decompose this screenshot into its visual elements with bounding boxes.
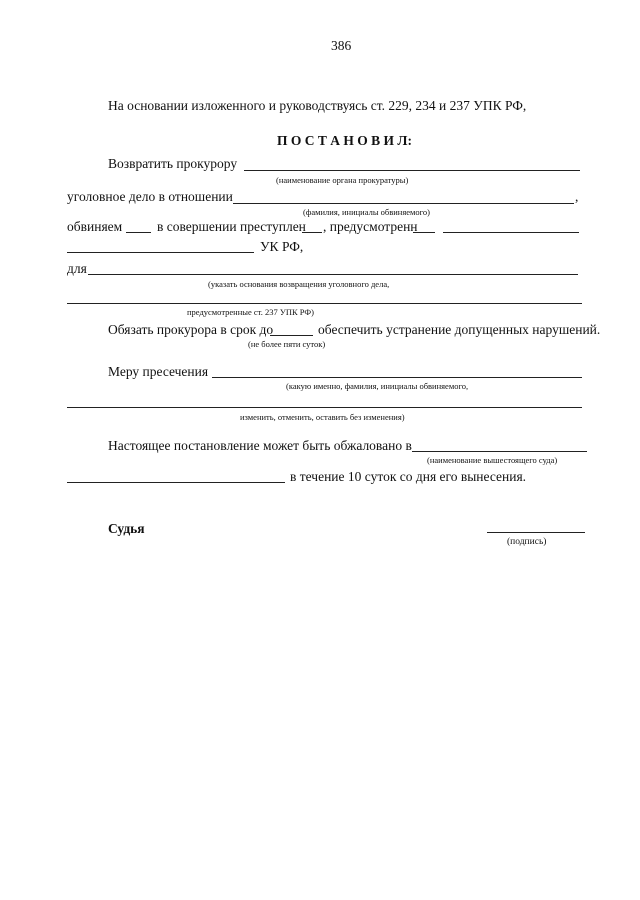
appeal-period-text: в течение 10 суток со дня его вынесения. bbox=[290, 469, 527, 484]
provided-ending-line[interactable] bbox=[413, 232, 435, 233]
measure-field-line-2[interactable] bbox=[67, 407, 582, 408]
return-label: Возвратить прокурору bbox=[108, 156, 238, 171]
grounds-hint-2: предусмотренные ст. 237 УПК РФ) bbox=[187, 307, 314, 317]
higher-court-field-line-2[interactable] bbox=[67, 482, 285, 483]
prosecutor-field-line[interactable] bbox=[244, 170, 580, 171]
accused-name-hint: (фамилия, инициалы обвиняемого) bbox=[303, 207, 431, 217]
page-number: 386 bbox=[331, 38, 352, 53]
appeal-text: Настоящее постановление может быть обжаловано в bbox=[108, 438, 412, 453]
higher-court-hint: (наименование вышестоящего суда) bbox=[427, 455, 558, 465]
oblige-text-1: Обязать прокурора в срок до bbox=[108, 322, 274, 337]
article-field-line[interactable] bbox=[443, 232, 579, 233]
grounds-hint: (указать основания возвращения уголовного дела, bbox=[208, 279, 390, 289]
accused-ending-line[interactable] bbox=[126, 232, 151, 233]
case-label: уголовное дело в отношении bbox=[67, 189, 233, 204]
prosecutor-hint: (наименование органа прокуратуры) bbox=[276, 175, 409, 185]
intro-text: На основании изложенного и руководствуясь ст. 229, 234 и 237 УПК РФ, bbox=[108, 98, 527, 113]
accused-name-field-line[interactable] bbox=[233, 203, 574, 204]
judge-label: Судья bbox=[108, 521, 145, 536]
measure-hint-2: изменить, отменить, оставить без изменения) bbox=[240, 412, 405, 422]
crime-ending-line[interactable] bbox=[302, 232, 322, 233]
measure-field-line[interactable] bbox=[212, 377, 582, 378]
accused-word: обвиняем bbox=[67, 219, 123, 234]
measure-hint: (какую именно, фамилия, инициалы обвиняемого, bbox=[286, 381, 469, 391]
uk-rf-text: УК РФ, bbox=[260, 239, 304, 254]
signature-field-line[interactable] bbox=[487, 532, 585, 533]
grounds-field-line[interactable] bbox=[88, 274, 578, 275]
measure-label: Меру пресечения bbox=[108, 364, 209, 379]
higher-court-field-line[interactable] bbox=[412, 451, 587, 452]
case-comma: , bbox=[575, 189, 579, 204]
for-label: для bbox=[67, 261, 87, 276]
heading: П О С Т А Н О В И Л: bbox=[277, 133, 412, 148]
crime-word: в совершении преступлен bbox=[157, 219, 306, 234]
oblige-text-2: обеспечить устранение допущенных нарушений. bbox=[318, 322, 601, 337]
deadline-field-line[interactable] bbox=[270, 335, 313, 336]
provided-word: , предусмотренн bbox=[323, 219, 418, 234]
signature-hint: (подпись) bbox=[507, 537, 547, 547]
grounds-field-line-2[interactable] bbox=[67, 303, 582, 304]
uk-article-field-line[interactable] bbox=[67, 252, 254, 253]
deadline-hint: (не более пяти суток) bbox=[248, 339, 326, 349]
